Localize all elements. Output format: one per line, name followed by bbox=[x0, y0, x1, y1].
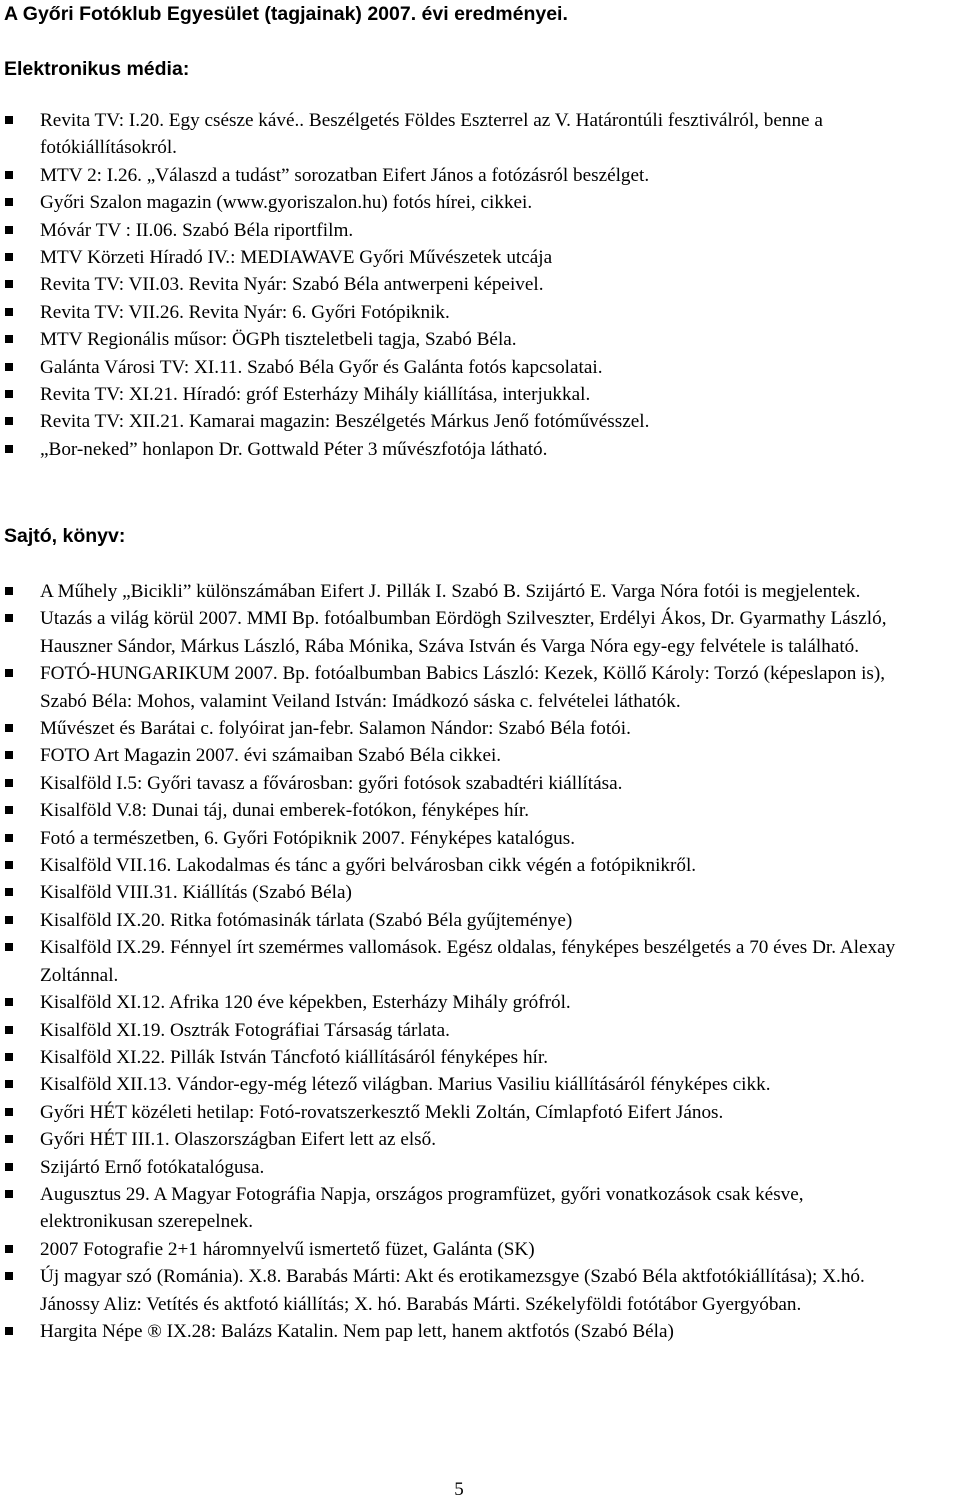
list-item bbox=[0, 299, 910, 326]
list-item bbox=[0, 660, 910, 715]
square-bullet-icon bbox=[5, 724, 13, 732]
square-bullet-icon bbox=[5, 1108, 13, 1116]
list-item bbox=[0, 1236, 910, 1263]
list-item bbox=[0, 907, 910, 934]
list-item bbox=[0, 381, 910, 408]
list-item-text: FOTÓ-HUNGARIKUM 2007. Bp. fotóalbumban Babics László: Kezek, Köllő Károly: Torzó (képeslapon is), Szabó Béla: Mohos, valamint Veiland István: Imádkozó sáska c. felvételei láthatók. bbox=[40, 663, 886, 712]
square-bullet-icon bbox=[5, 1080, 13, 1088]
list-item-text: MTV Körzeti Híradó IV.: MEDIAWAVE Győri Művészetek utcája bbox=[40, 247, 553, 269]
square-bullet-icon bbox=[5, 614, 13, 622]
square-bullet-icon bbox=[5, 834, 13, 842]
square-bullet-icon bbox=[5, 1190, 13, 1198]
list-item bbox=[0, 852, 910, 879]
list-item-text: Revita TV: VII.03. Revita Nyár: Szabó Béla antwerpeni képeivel. bbox=[40, 274, 544, 296]
list-item-text: Kisalföld IX.20. Ritka fotómasinák tárlata (Szabó Béla gyűjteménye) bbox=[40, 909, 573, 931]
list-item-text: Kisalföld VIII.31. Kiállítás (Szabó Béla) bbox=[40, 882, 352, 904]
square-bullet-icon bbox=[5, 1135, 13, 1143]
list-item-text: Új magyar szó (Románia). X.8. Barabás Márti: Akt és erotikamezsgye (Szabó Béla aktfotókiállítása); X.hó. Jánossy Aliz: Vetítés és aktfotó kiállítás; X. hó. Barabás Márti. Székelyföldi fotótábor Gyergyóban. bbox=[40, 1266, 865, 1315]
square-bullet-icon bbox=[5, 998, 13, 1006]
press-list bbox=[0, 578, 960, 1345]
list-item bbox=[0, 715, 910, 742]
square-bullet-icon bbox=[5, 116, 13, 124]
list-item bbox=[0, 1181, 910, 1236]
list-item-text: Galánta Városi TV: XI.11. Szabó Béla Győr és Galánta fotós kapcsolatai. bbox=[40, 356, 603, 378]
list-item bbox=[0, 436, 910, 463]
list-item bbox=[0, 1126, 910, 1153]
square-bullet-icon bbox=[5, 1272, 13, 1280]
list-item-text: FOTO Art Magazin 2007. évi számaiban Szabó Béla cikkei. bbox=[40, 745, 502, 767]
list-item-text: Kisalföld V.8: Dunai táj, dunai emberek-fotókon, fényképes hír. bbox=[40, 800, 529, 822]
list-item bbox=[0, 1044, 910, 1071]
list-item-text: Szijártó Ernő fotókatalógusa. bbox=[40, 1156, 265, 1178]
square-bullet-icon bbox=[5, 669, 13, 677]
list-item-text: Utazás a világ körül 2007. MMI Bp. fotóalbumban Eördögh Szilveszter, Erdélyi Ákos, Dr. Gyarmathy László, Hauszner Sándor, Márkus László, Rába Mónika, Száva István és Varga Nóra egy-egy felvétele is található. bbox=[40, 608, 887, 657]
section-heading-press: Sajtó, könyv: bbox=[4, 525, 126, 547]
list-item bbox=[0, 797, 910, 824]
list-item bbox=[0, 934, 910, 989]
list-item-text: Hargita Népe ® IX.28: Balázs Katalin. Nem pap lett, hanem aktfotós (Szabó Béla) bbox=[40, 1320, 674, 1342]
square-bullet-icon bbox=[5, 1245, 13, 1253]
list-item bbox=[0, 162, 910, 189]
list-item-text: Fotó a természetben, 6. Győri Fotópiknik 2007. Fényképes katalógus. bbox=[40, 827, 576, 849]
list-item bbox=[0, 578, 910, 605]
list-item-text: Győri HÉT közéleti hetilap: Fotó-rovatszerkesztő Mekli Zoltán, Címlapfotó Eifert János. bbox=[40, 1101, 724, 1123]
list-item bbox=[0, 1263, 910, 1318]
square-bullet-icon bbox=[5, 916, 13, 924]
list-item-text: Revita TV: I.20. Egy csésze kávé.. Beszélgetés Földes Eszterrel az V. Határontúli fesztiválról, benne a fotókiállításokról. bbox=[40, 110, 823, 159]
list-item bbox=[0, 1318, 910, 1345]
list-item bbox=[0, 1071, 910, 1098]
list-item-text: A Műhely „Bicikli” különszámában Eifert J. Pillák I. Szabó B. Szijártó E. Varga Nóra fotói is megjelentek. bbox=[40, 581, 861, 602]
list-item-text: MTV 2: I.26. „Válaszd a tudást” sorozatban Eifert János a fotózásról beszélget. bbox=[40, 164, 650, 186]
media-list bbox=[0, 107, 960, 463]
square-bullet-icon bbox=[5, 417, 13, 425]
list-item bbox=[0, 271, 910, 298]
square-bullet-icon bbox=[5, 445, 13, 453]
square-bullet-icon bbox=[5, 888, 13, 896]
list-item bbox=[0, 825, 910, 852]
square-bullet-icon bbox=[5, 1026, 13, 1034]
list-item-text: Kisalföld XII.13. Vándor-egy-még létező világban. Marius Vasiliu kiállításáról fényképes cikk. bbox=[40, 1074, 771, 1096]
square-bullet-icon bbox=[5, 1327, 13, 1335]
square-bullet-icon bbox=[5, 751, 13, 759]
list-item-text: MTV Regionális műsor: ÖGPh tiszteletbeli tagja, Szabó Béla. bbox=[40, 329, 517, 351]
page-number: 5 bbox=[454, 1479, 464, 1500]
document-title: A Győri Fotóklub Egyesület (tagjainak) 2007. évi eredményei. bbox=[4, 3, 568, 25]
list-item-text: Kisalföld IX.29. Fénnyel írt szemérmes vallomások. Egész oldalas, fényképes beszélgetés a 70 éves Dr. Alexay Zoltánnal. bbox=[40, 937, 896, 986]
square-bullet-icon bbox=[5, 1163, 13, 1171]
square-bullet-icon bbox=[5, 280, 13, 288]
list-item-text: Kisalföld XI.12. Afrika 120 éve képekben, Esterházy Mihály grófról. bbox=[40, 992, 571, 1014]
list-item bbox=[0, 326, 910, 353]
list-item bbox=[0, 189, 910, 216]
list-item-text: Kisalföld XI.19. Osztrák Fotográfiai Társaság tárlata. bbox=[40, 1019, 450, 1041]
square-bullet-icon bbox=[5, 226, 13, 234]
list-item bbox=[0, 605, 910, 660]
list-item-text: Győri Szalon magazin (www.gyoriszalon.hu) fotós hírei, cikkei. bbox=[40, 192, 533, 214]
list-item bbox=[0, 107, 910, 162]
list-item bbox=[0, 1154, 910, 1181]
square-bullet-icon bbox=[5, 363, 13, 371]
square-bullet-icon bbox=[5, 943, 13, 951]
square-bullet-icon bbox=[5, 335, 13, 343]
list-item bbox=[0, 742, 910, 769]
list-item-text: Kisalföld I.5: Győri tavasz a fővárosban: győri fotósok szabadtéri kiállítása. bbox=[40, 772, 623, 794]
section-heading-media: Elektronikus média: bbox=[4, 58, 190, 80]
square-bullet-icon bbox=[5, 861, 13, 869]
list-item bbox=[0, 244, 910, 271]
list-item-text: Kisalföld VII.16. Lakodalmas és tánc a győri belvárosban cikk végén a fotópiknikről. bbox=[40, 855, 697, 877]
square-bullet-icon bbox=[5, 390, 13, 398]
list-item-text: Revita TV: XII.21. Kamarai magazin: Beszélgetés Márkus Jenő fotóművésszel. bbox=[40, 411, 650, 433]
list-item bbox=[0, 354, 910, 381]
square-bullet-icon bbox=[5, 171, 13, 179]
list-item-text: Művészet és Barátai c. folyóirat jan-febr. Salamon Nándor: Szabó Béla fotói. bbox=[40, 718, 631, 740]
list-item-text: Augusztus 29. A Magyar Fotográfia Napja, országos programfüzet, győri vonatkozások csak késve, elektronikusan szerepelnek. bbox=[40, 1183, 804, 1233]
square-bullet-icon bbox=[5, 198, 13, 206]
square-bullet-icon bbox=[5, 806, 13, 814]
square-bullet-icon bbox=[5, 1053, 13, 1061]
square-bullet-icon bbox=[5, 779, 13, 787]
list-item-text: 2007 Fotografie 2+1 háromnyelvű ismertető füzet, Galánta (SK) bbox=[40, 1238, 535, 1260]
list-item bbox=[0, 879, 910, 906]
list-item-text: „Bor-neked” honlapon Dr. Gottwald Péter 3 művészfotója látható. bbox=[40, 438, 548, 460]
list-item bbox=[0, 989, 910, 1016]
list-item bbox=[0, 1099, 910, 1126]
list-item-text: Kisalföld XI.22. Pillák István Táncfotó kiállításáról fényképes hír. bbox=[40, 1046, 548, 1068]
list-item bbox=[0, 770, 910, 797]
list-item-text: Győri HÉT III.1. Olaszországban Eifert lett az első. bbox=[40, 1129, 437, 1151]
list-item bbox=[0, 1017, 910, 1044]
list-item bbox=[0, 217, 910, 244]
square-bullet-icon bbox=[5, 587, 13, 595]
square-bullet-icon bbox=[5, 308, 13, 316]
list-item-text: Revita TV: VII.26. Revita Nyár: 6. Győri Fotópiknik. bbox=[40, 301, 450, 323]
square-bullet-icon bbox=[5, 253, 13, 261]
list-item-text: Móvár TV : II.06. Szabó Béla riportfilm. bbox=[40, 219, 354, 241]
list-item bbox=[0, 408, 910, 435]
list-item-text: Revita TV: XI.21. Híradó: gróf Esterházy Mihály kiállítása, interjukkal. bbox=[40, 384, 591, 406]
